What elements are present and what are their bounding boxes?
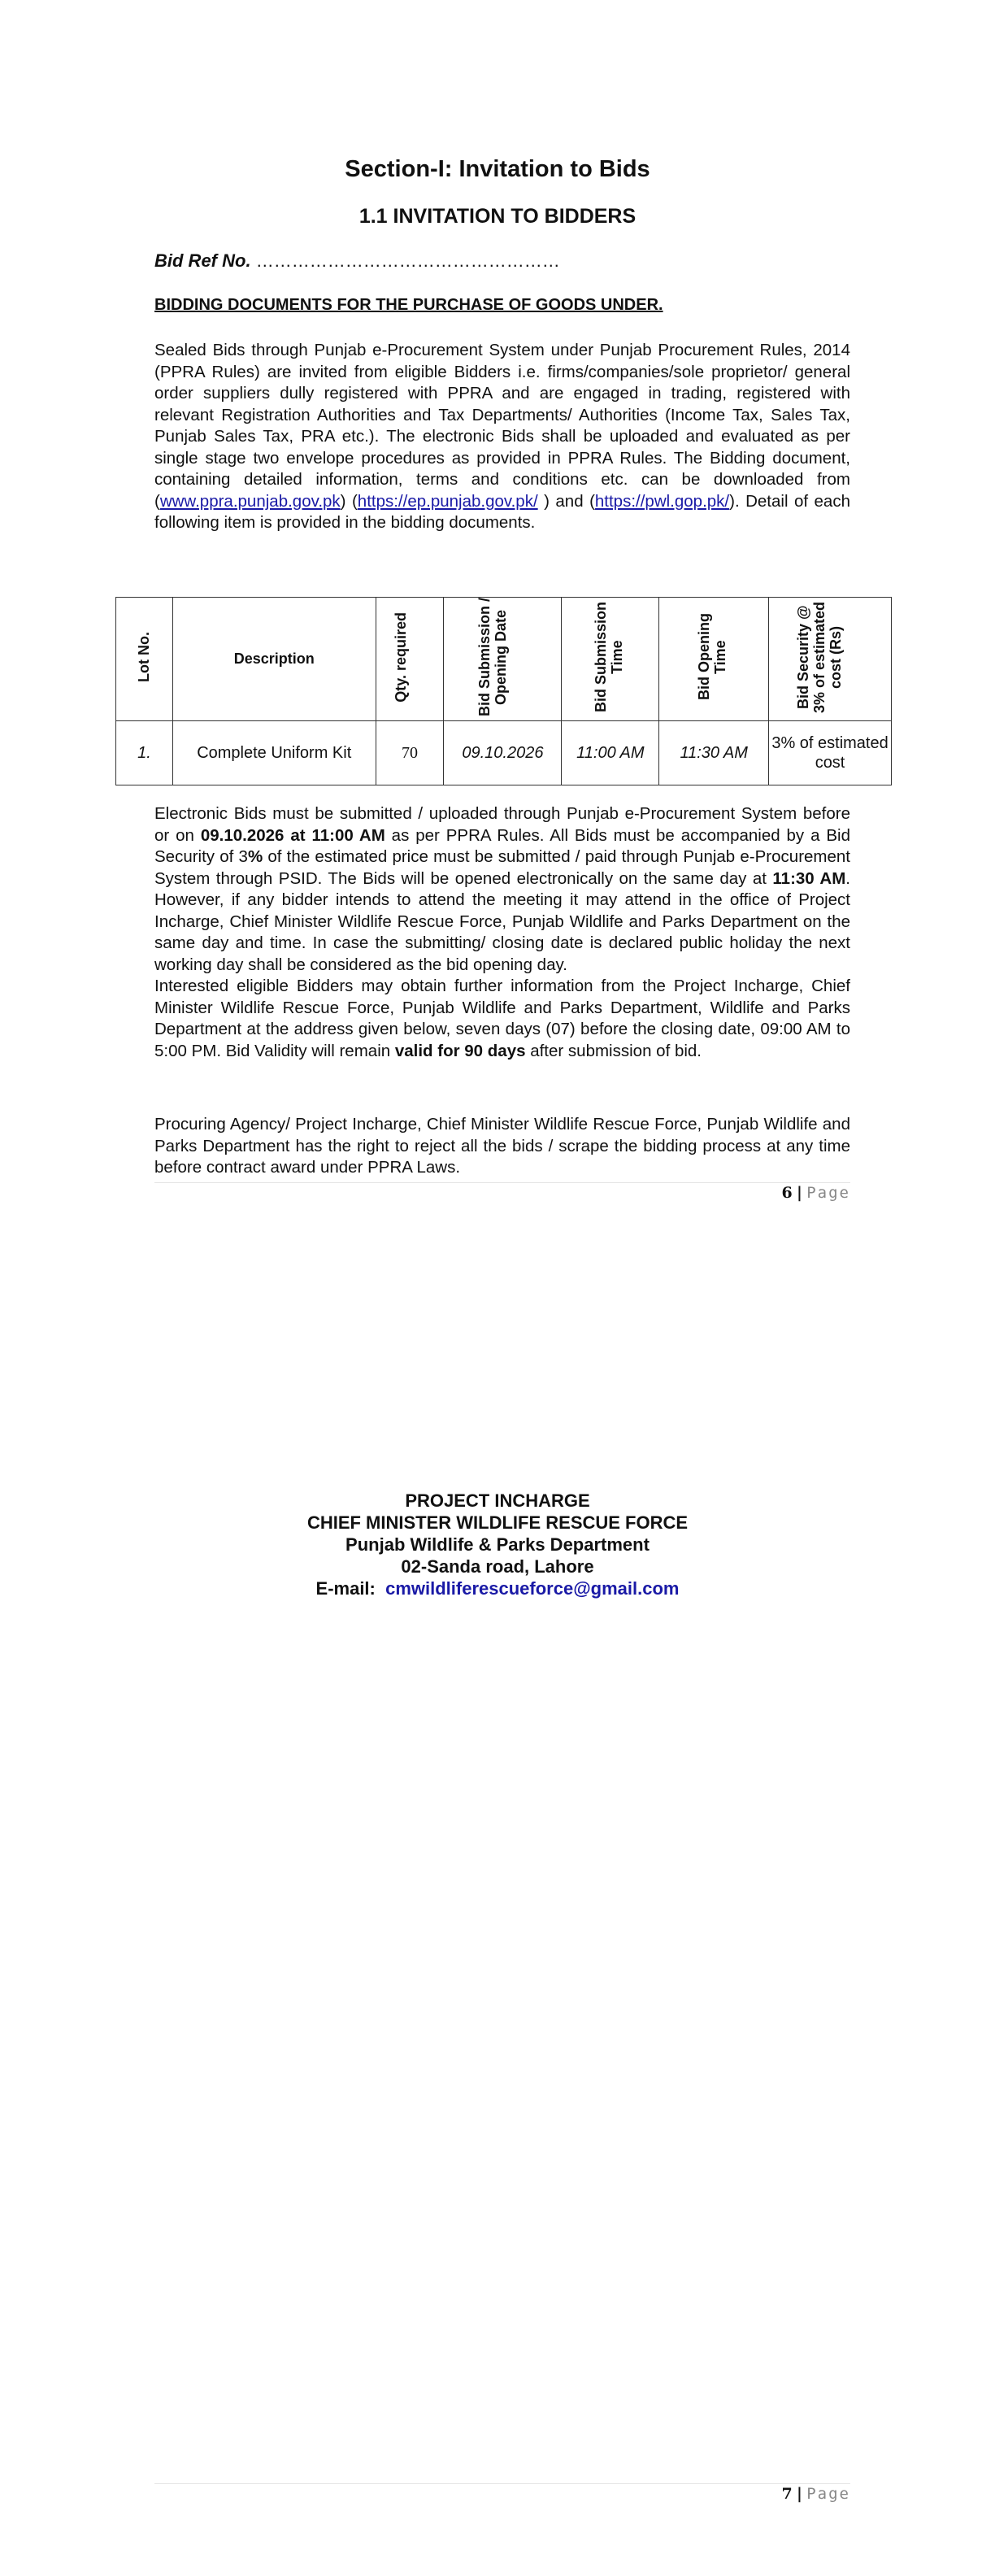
intro-text-2: ) ( xyxy=(340,491,358,511)
page-number-6: 6 | Page xyxy=(781,1184,850,1202)
elec-text-4: . However, if any bidder intends to attend the meeting it may attend in the office of Project Incharge, Chief Minister Wildlife Rescue Force, Punjab Wildlife and Parks Department on the same day and time. In case the submitting/ closing date is declared public holiday the next working day shall be considered as the bid opening day. xyxy=(154,868,850,974)
cell-date: 09.10.2026 xyxy=(444,721,562,785)
elec-text-5: Interested eligible Bidders may obtain further information from the Project Incharge, Chief Minister Wildlife Rescue Force, Punjab Wildlife and Parks Department, Wildlife and Parks Department at the address given below, seven days (07) before the closing date, 09:00 AM to 5:00 PM. Bid Validity will remain xyxy=(154,977,850,1060)
pwl-link[interactable]: https://pwl.gop.pk/ xyxy=(594,491,730,511)
cell-security: 3% of estimated cost xyxy=(769,721,892,785)
elec-bold-2: % xyxy=(247,847,263,866)
cell-opening-time: 11:30 AM xyxy=(659,721,769,785)
contact-organization: CHIEF MINISTER WILDLIFE RESCUE FORCE xyxy=(306,1512,689,1533)
footer-divider xyxy=(154,2483,850,2484)
sub-title: 1.1 INVITATION TO BIDDERS xyxy=(358,205,637,228)
ep-punjab-link[interactable]: https://ep.punjab.gov.pk/ xyxy=(357,491,538,511)
table-row xyxy=(116,721,892,785)
contact-block xyxy=(0,1490,995,1599)
bid-ref-label: Bid Ref No. xyxy=(154,250,251,271)
bid-ref-value: …………………………………………… xyxy=(255,250,560,271)
footer-divider xyxy=(154,1182,850,1183)
header-lot-no: Lot No. xyxy=(116,598,173,721)
cell-description: Complete Uniform Kit xyxy=(172,721,376,785)
intro-text-1: Sealed Bids through Punjab e-Procurement System under Punjab Procurement Rules, 2014 (PPRA Rules) are invited from eligible Bidders i.e. firms/companies/sole proprietor/ general order suppliers dully registered with PPRA and are engaged in trading, registered with relevant Registration Authorities and Tax Departments/ Authorities (Income Tax, Sales Tax, Punjab Sales Tax, PRA etc.). The electronic Bids shall be uploaded and evaluated as per single stage two envelope procedures as provided in PPRA Rules. The Bidding document, containing detailed information, terms and conditions etc. can be downloaded from ( xyxy=(154,341,850,511)
elec-bold-5: valid for 90 days xyxy=(394,1041,526,1060)
elec-text-1: Electronic Bids must be submitted / uploaded through Punjab e-Procurement System before or on xyxy=(154,804,850,845)
procuring-agency-paragraph: Procuring Agency/ Project Incharge, Chief Minister Wildlife Rescue Force, Punjab Wildlife and Parks Department has the right to reject all the bids / scrape the bidding process at any time before contract award under PPRA Laws. xyxy=(154,1115,850,1177)
elec-text-6: after submission of bid. xyxy=(525,1041,702,1060)
section-title: Section-I: Invitation to Bids xyxy=(345,156,650,182)
cell-qty: 70 xyxy=(376,721,444,785)
cell-submission-time: 11:00 AM xyxy=(562,721,659,785)
ppra-link[interactable]: www.ppra.punjab.gov.pk xyxy=(159,491,341,511)
bidding-documents-heading: BIDDING DOCUMENTS FOR THE PURCHASE OF GOODS UNDER. xyxy=(154,296,663,314)
header-submission-time: Bid Submission Time xyxy=(562,598,659,721)
header-date: Bid Submission / Opening Date xyxy=(444,598,562,721)
elec-text-2: as per PPRA Rules. All Bids must be accompanied by a Bid Security of 3 xyxy=(154,825,850,866)
email-label: E-mail: xyxy=(315,1578,376,1599)
email-link[interactable]: cmwildliferescueforce@gmail.com xyxy=(385,1578,680,1599)
elec-bold-3: 11:30 AM xyxy=(772,868,846,888)
cell-lot: 1. xyxy=(116,721,173,785)
header-description: Description xyxy=(172,598,376,721)
contact-title: PROJECT INCHARGE xyxy=(405,1490,590,1511)
elec-text-3: of the estimated price must be submitted / paid through Punjab e-Procurement System through PSID. The Bids will be opened electronically on the same day at xyxy=(154,847,850,888)
bid-ref xyxy=(154,250,560,272)
elec-bold-1: 09.10.2026 at 11:00 AM xyxy=(200,825,385,845)
lots-table xyxy=(115,597,892,785)
header-bid-security: Bid Security @ 3% of estimated cost (Rs) xyxy=(769,598,892,721)
contact-department: Punjab Wildlife & Parks Department xyxy=(345,1534,650,1555)
document-page-7 xyxy=(0,1288,995,2576)
header-opening-time: Bid Opening Time xyxy=(659,598,769,721)
electronic-bids-paragraph xyxy=(154,803,850,1062)
intro-text-3: ) and ( xyxy=(537,491,595,511)
page-number-7: 7 | Page xyxy=(781,2485,850,2503)
contact-address: 02-Sanda road, Lahore xyxy=(401,1556,594,1577)
header-qty: Qty. required xyxy=(376,598,444,721)
intro-text-4: ). Detail of each following item is provided in the bidding documents. xyxy=(154,491,850,532)
intro-paragraph xyxy=(154,340,850,534)
table-header-row xyxy=(116,598,892,721)
contact-email-line xyxy=(0,1577,995,1599)
